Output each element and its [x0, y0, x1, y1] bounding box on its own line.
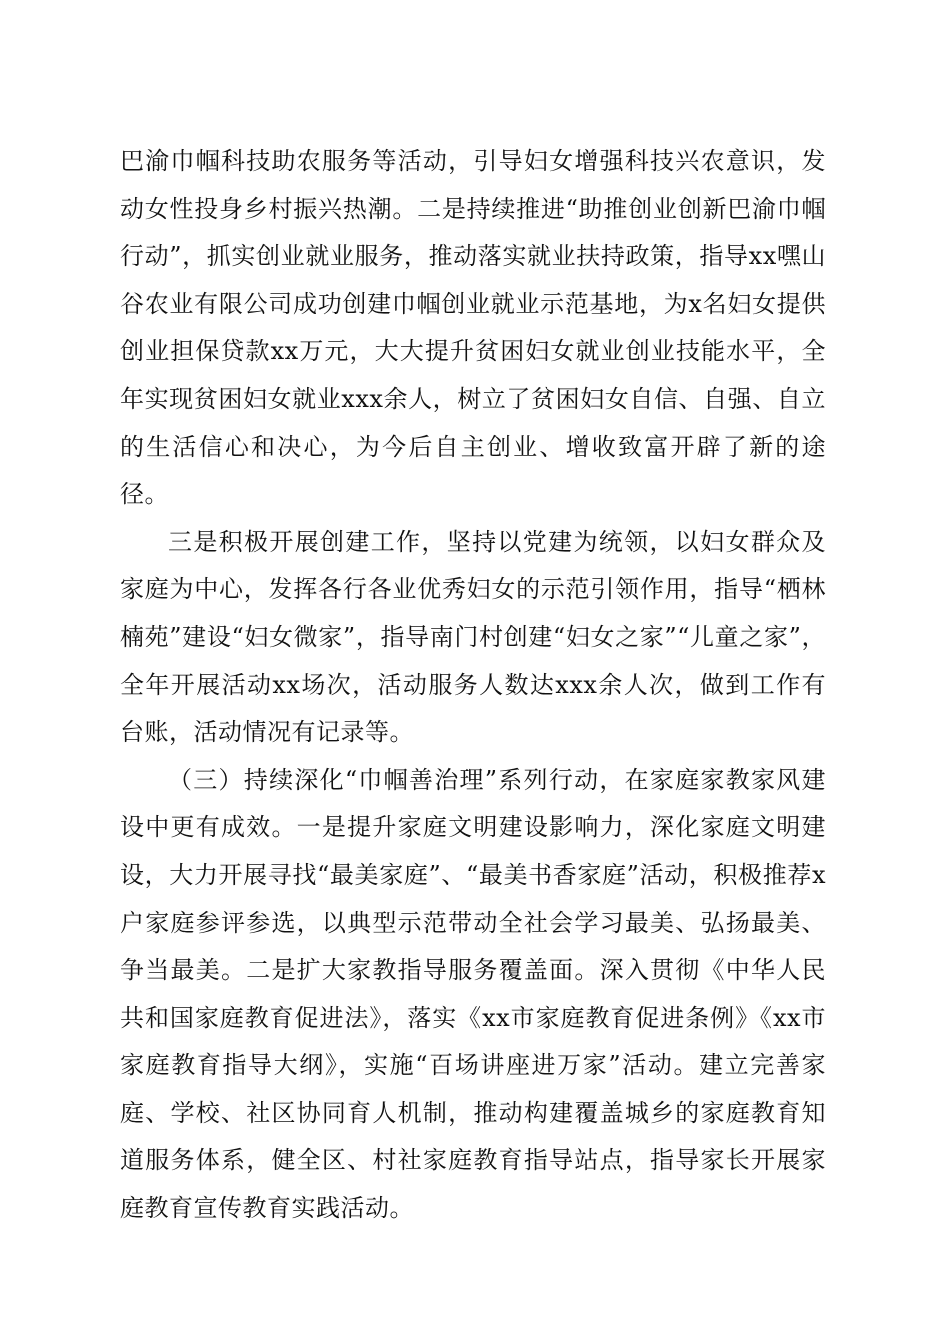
- document-body: [120, 138, 826, 1233]
- paragraph-continuation: 巴渝巾帼科技助农服务等活动，引导妇女增强科技兴农意识，发动女性投身乡村振兴热潮。二是持续推进“助推创业创新巴渝巾帼行动”，抓实创业就业服务，推动落实就业扶持政策，指导xx嘿山谷农业有限公司成功创建巾帼创业就业示范基地，为x名妇女提供创业担保贷款xx万元，大大提升贫困妇女就业创业技能水平，全年实现贫困妇女就业xxx余人，树立了贫困妇女自信、自强、自立的生活信心和决心，为今后自主创业、增收致富开辟了新的途径。: [120, 147, 826, 509]
- paragraph-family-education: （三）持续深化“巾帼善治理”系列行动，在家庭家教家风建设中更有成效。一是提升家庭文明建设影响力，深化家庭文明建设，大力开展寻找“最美家庭”、“最美书香家庭”活动，积极推荐x户家庭参评参选，以典型示范带动全社会学习最美、弘扬最美、争当最美。二是扩大家教指导服务覆盖面。深入贯彻《中华人民共和国家庭教育促进法》，落实《xx市家庭教育促进条例》《xx市家庭教育指导大纲》，实施“百场讲座进万家”活动。建立完善家庭、学校、社区协同育人机制，推动构建覆盖城乡的家庭教育知道服务体系，健全区、村社家庭教育指导站点，指导家长开展家庭教育宣传教育实践活动。: [120, 765, 826, 1223]
- paragraph-creation-work: 三是积极开展创建工作，坚持以党建为统领，以妇女群众及家庭为中心，发挥各行各业优秀妇女的示范引领作用，指导“栖林楠苑”建设“妇女微家”，指导南门村创建“妇女之家”“儿童之家”，全年开展活动xx场次，活动服务人数达xxx余人次，做到工作有台账，活动情况有记录等。: [120, 527, 826, 747]
